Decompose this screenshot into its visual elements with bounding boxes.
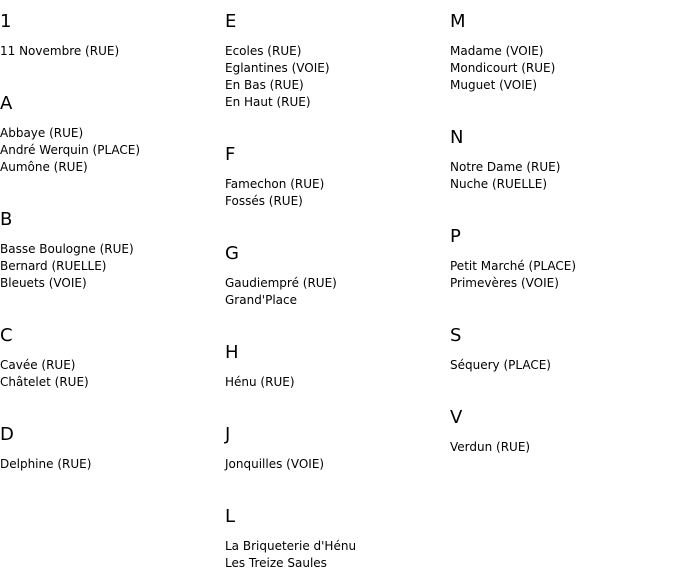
section-letter-b: B [0,209,13,230]
street-item-bernard[interactable]: Bernard (RUELLE) [0,259,107,273]
section-m [450,0,670,94]
street-item-chatelet[interactable]: Châtelet (RUE) [0,375,89,389]
section-letter-s: S [450,325,462,346]
section-b [0,198,220,292]
section-p [450,215,670,292]
section-s [450,314,670,374]
street-item-delphine[interactable]: Delphine (RUE) [0,457,92,471]
street-list [225,32,445,111]
street-item-famechon[interactable]: Famechon (RUE) [225,177,325,191]
street-item-notre-dame[interactable]: Notre Dame (RUE) [450,160,561,174]
street-item-madame[interactable]: Madame (VOIE) [450,44,544,58]
street-item-cavee[interactable]: Cavée (RUE) [0,358,76,372]
section-letter-n: N [450,127,464,148]
street-list [0,445,220,473]
section-letter-m: M [450,11,466,32]
street-list [450,428,670,456]
street-item-petit-marche[interactable]: Petit Marché (PLACE) [450,259,577,273]
street-item-jonquilles[interactable]: Jonquilles (VOIE) [225,457,325,471]
street-list [0,32,220,60]
section-letter-1: 1 [0,11,12,32]
street-item-en-bas[interactable]: En Bas (RUE) [225,78,304,92]
section-v [450,396,670,456]
street-list [225,527,445,572]
section-letter-f: F [225,144,236,165]
street-item-la-briqueterie-d-henu[interactable]: La Briqueterie d'Hénu [225,539,357,553]
section-h [225,331,445,391]
street-list [450,247,670,292]
street-list [0,230,220,292]
section-g [225,232,445,309]
street-item-abbaye[interactable]: Abbaye (RUE) [0,126,84,140]
section-d [0,413,220,473]
street-item-andre-werquin[interactable]: André Werquin (PLACE) [0,143,141,157]
section-a [0,82,220,176]
street-item-grand-place[interactable]: Grand'Place [225,293,298,307]
street-item-verdun[interactable]: Verdun (RUE) [450,440,531,454]
section-letter-v: V [450,407,463,428]
section-letter-h: H [225,342,239,363]
street-item-bleuets[interactable]: Bleuets (VOIE) [0,276,87,290]
street-item-primeveres[interactable]: Primevères (VOIE) [450,276,559,290]
section-c [0,314,220,391]
section-letter-j: J [225,424,231,445]
section-letter-a: A [0,93,13,114]
street-list [450,346,670,374]
section-n [450,116,670,193]
section-letter-p: P [450,226,461,247]
street-item-mondicourt[interactable]: Mondicourt (RUE) [450,61,556,75]
street-item-11-novembre[interactable]: 11 Novembre (RUE) [0,44,120,58]
street-index-column-2 [225,0,445,572]
section-l [225,495,445,572]
street-list [450,148,670,193]
street-list [225,445,445,473]
street-list [450,32,670,94]
section-j [225,413,445,473]
street-item-basse-boulogne[interactable]: Basse Boulogne (RUE) [0,242,134,256]
street-item-fosses[interactable]: Fossés (RUE) [225,194,303,208]
street-item-eglantines[interactable]: Eglantines (VOIE) [225,61,330,75]
street-list [0,346,220,391]
street-index-column-3 [450,0,670,456]
street-item-gaudiempre[interactable]: Gaudiempré (RUE) [225,276,337,290]
section-f [225,133,445,210]
street-list [225,165,445,210]
street-list [225,363,445,391]
street-list [225,264,445,309]
street-item-muguet[interactable]: Muguet (VOIE) [450,78,538,92]
section-letter-e: E [225,11,237,32]
street-item-les-treize-saules[interactable]: Les Treize Saules [225,556,327,570]
street-index-column-1 [0,0,220,473]
street-item-nuche[interactable]: Nuche (RUELLE) [450,177,548,191]
section-letter-d: D [0,424,14,445]
street-item-en-haut[interactable]: En Haut (RUE) [225,95,311,109]
street-item-aumone[interactable]: Aumône (RUE) [0,160,88,174]
street-item-ecoles[interactable]: Ecoles (RUE) [225,44,302,58]
section-letter-c: C [0,325,13,346]
section-letter-g: G [225,243,239,264]
street-item-sequery[interactable]: Séquery (PLACE) [450,358,551,372]
section-1 [0,0,220,60]
section-e [225,0,445,111]
street-item-henu[interactable]: Hénu (RUE) [225,375,295,389]
section-letter-l: L [225,506,236,527]
street-list [0,114,220,176]
